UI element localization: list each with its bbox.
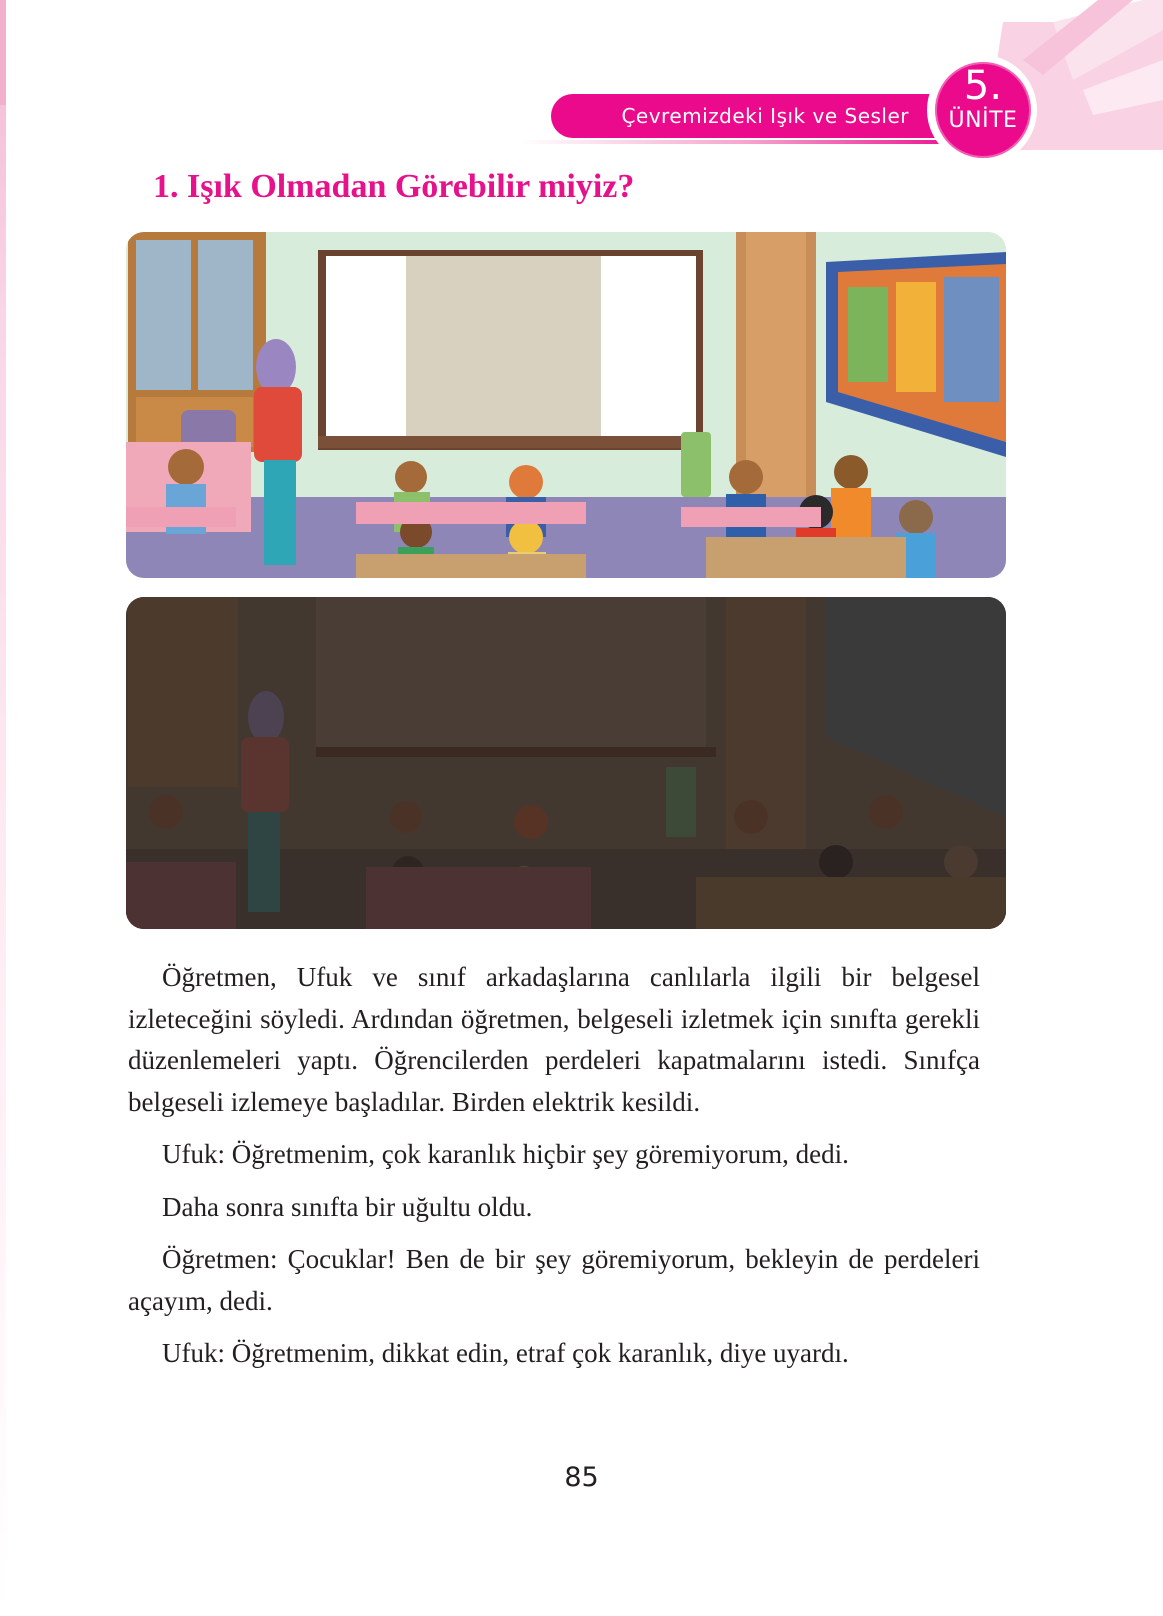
unit-title: Çevremizdeki Işık ve Sesler	[621, 104, 909, 128]
paragraph-intro: Öğretmen, Ufuk ve sınıf arkadaşlarına canlılarla ilgili bir belgesel izleteceğini söyledi. Ardından öğretmen, belgeseli izletmek için sınıfta gerekli düzenlemeleri yaptı. Öğrencilerden perdeleri kapatmalarını istedi. Sınıfça belgeseli izlemeye başladılar. Birden elektrik kesildi.	[128, 962, 980, 1117]
header-underline	[520, 140, 980, 144]
paragraph-teacher-dialogue: Öğretmen: Çocuklar! Ben de bir şey göremiyorum, bekleyin de perdeleri açayım, dedi.	[128, 1244, 980, 1316]
story-text	[128, 957, 980, 1386]
paragraph-ufuk-dialogue-1: Ufuk: Öğretmenim, çok karanlık hiçbir şey göremiyorum, dedi.	[162, 1139, 849, 1169]
page-number: 85	[564, 1462, 599, 1493]
unit-title-banner	[551, 94, 961, 138]
page-edge-tab	[0, 0, 6, 105]
classroom-lit-illustration	[126, 232, 1006, 578]
section-title: 1. Işık Olmadan Görebilir miyiz?	[153, 168, 635, 205]
page-edge-decoration	[0, 0, 6, 1616]
classroom-dark-illustration	[126, 597, 1006, 929]
unit-number: 5.	[963, 63, 1003, 109]
paragraph-narration: Daha sonra sınıfta bir uğultu oldu.	[162, 1191, 533, 1222]
unit-label: ÜNİTE	[948, 108, 1018, 133]
unit-badge	[935, 62, 1031, 158]
paragraph-ufuk-dialogue-2: Ufuk: Öğretmenim, dikkat edin, etraf çok karanlık, diye uyardı.	[162, 1338, 849, 1368]
